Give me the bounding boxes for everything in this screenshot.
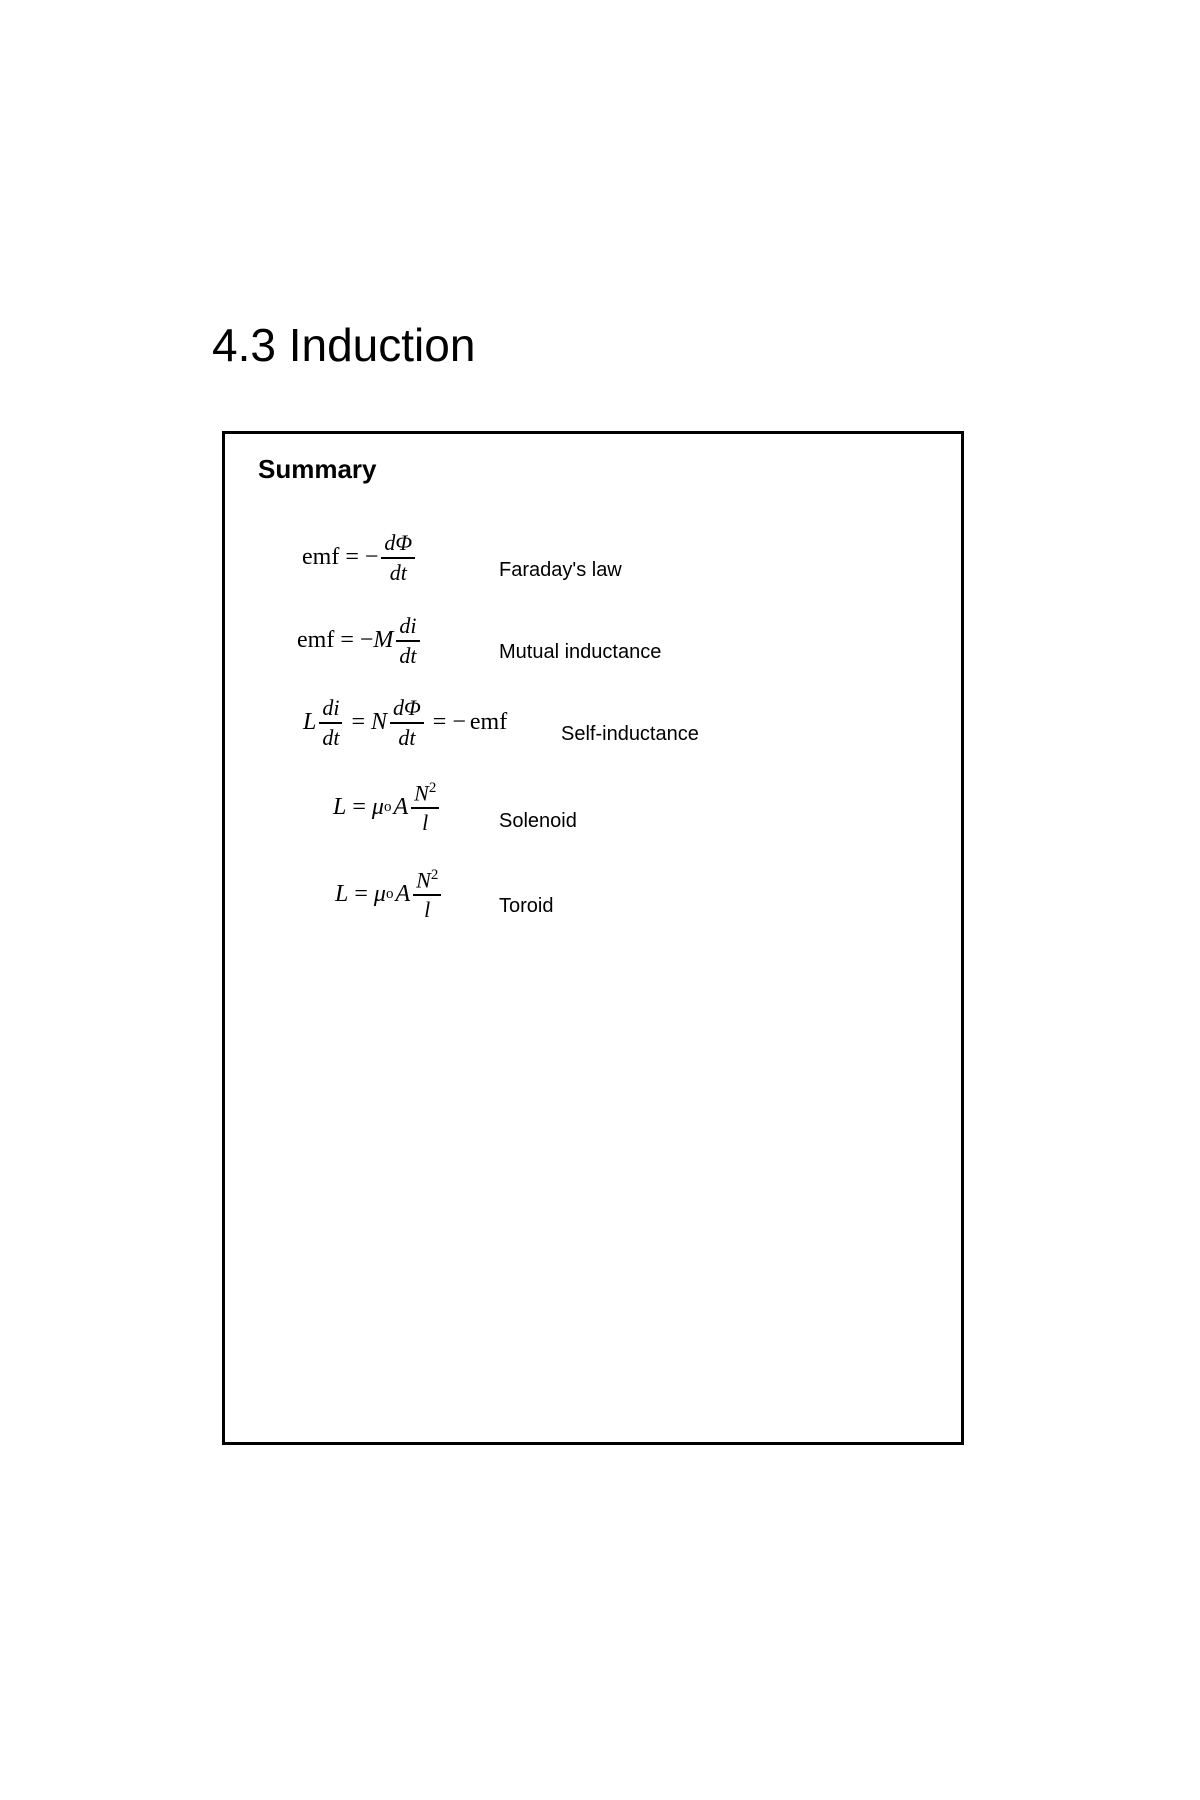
fraction: [413, 866, 441, 923]
area-symbol: A: [393, 794, 409, 821]
equation-label-solenoid: Solenoid: [499, 810, 577, 832]
fraction: [390, 694, 424, 751]
inductance-symbol: L: [335, 881, 349, 908]
equals-sign: =: [340, 627, 354, 653]
permeability-subscript: o: [385, 886, 394, 903]
permeability-subscript: o: [383, 799, 392, 816]
fraction: [381, 529, 415, 586]
inductance-symbol: L: [333, 794, 347, 821]
summary-box: [222, 431, 964, 1445]
equation-faraday: [302, 529, 418, 586]
fraction-numerator: di: [319, 694, 342, 724]
exponent: 2: [430, 867, 439, 883]
mutual-inductance-symbol: M: [373, 627, 394, 653]
fraction-numerator: dΦ: [390, 694, 424, 724]
fraction-numerator: [411, 779, 439, 809]
fraction: [411, 779, 439, 836]
emf-term: emf: [297, 627, 335, 653]
fraction-denominator: dt: [322, 724, 340, 750]
fraction-numerator: di: [396, 612, 419, 642]
emf-term: emf: [469, 709, 508, 735]
equation-label-self: Self-inductance: [561, 723, 699, 745]
fraction-denominator: dt: [389, 559, 407, 585]
fraction: [319, 694, 342, 751]
permeability-symbol: μ: [371, 794, 384, 821]
equation-label-faraday: Faraday's law: [499, 559, 622, 581]
fraction-denominator: l: [422, 809, 429, 835]
permeability-symbol: μ: [373, 881, 386, 908]
fraction-denominator: l: [424, 896, 431, 922]
emf-term: emf: [302, 544, 340, 570]
equation-toroid: [335, 866, 444, 923]
area-symbol: A: [395, 881, 411, 908]
exponent: 2: [428, 780, 437, 796]
equation-self: [303, 694, 507, 751]
equals-sign: =: [352, 794, 366, 821]
equation-mutual: [297, 612, 423, 669]
fraction-numerator: dΦ: [381, 529, 415, 559]
equals-sign: =: [351, 709, 366, 735]
equation-solenoid: [333, 779, 442, 836]
fraction-numerator: [413, 866, 441, 896]
equals-sign: =: [432, 709, 447, 735]
equation-label-mutual: Mutual inductance: [499, 641, 662, 663]
fraction-denominator: dt: [398, 724, 416, 750]
minus-sign: −: [359, 627, 374, 653]
fraction-denominator: dt: [399, 642, 417, 668]
summary-heading: Summary: [258, 454, 377, 484]
turns-symbol: N: [414, 780, 429, 806]
equation-label-toroid: Toroid: [499, 895, 554, 917]
minus-sign: −: [364, 544, 379, 570]
equals-sign: =: [345, 544, 359, 570]
turns-symbol: N: [416, 867, 431, 893]
equals-sign: =: [354, 881, 368, 908]
page-title: 4.3 Induction: [212, 319, 476, 371]
fraction: [396, 612, 419, 669]
turns-symbol: N: [371, 709, 388, 735]
inductance-symbol: L: [303, 709, 317, 735]
minus-sign: −: [452, 709, 466, 735]
